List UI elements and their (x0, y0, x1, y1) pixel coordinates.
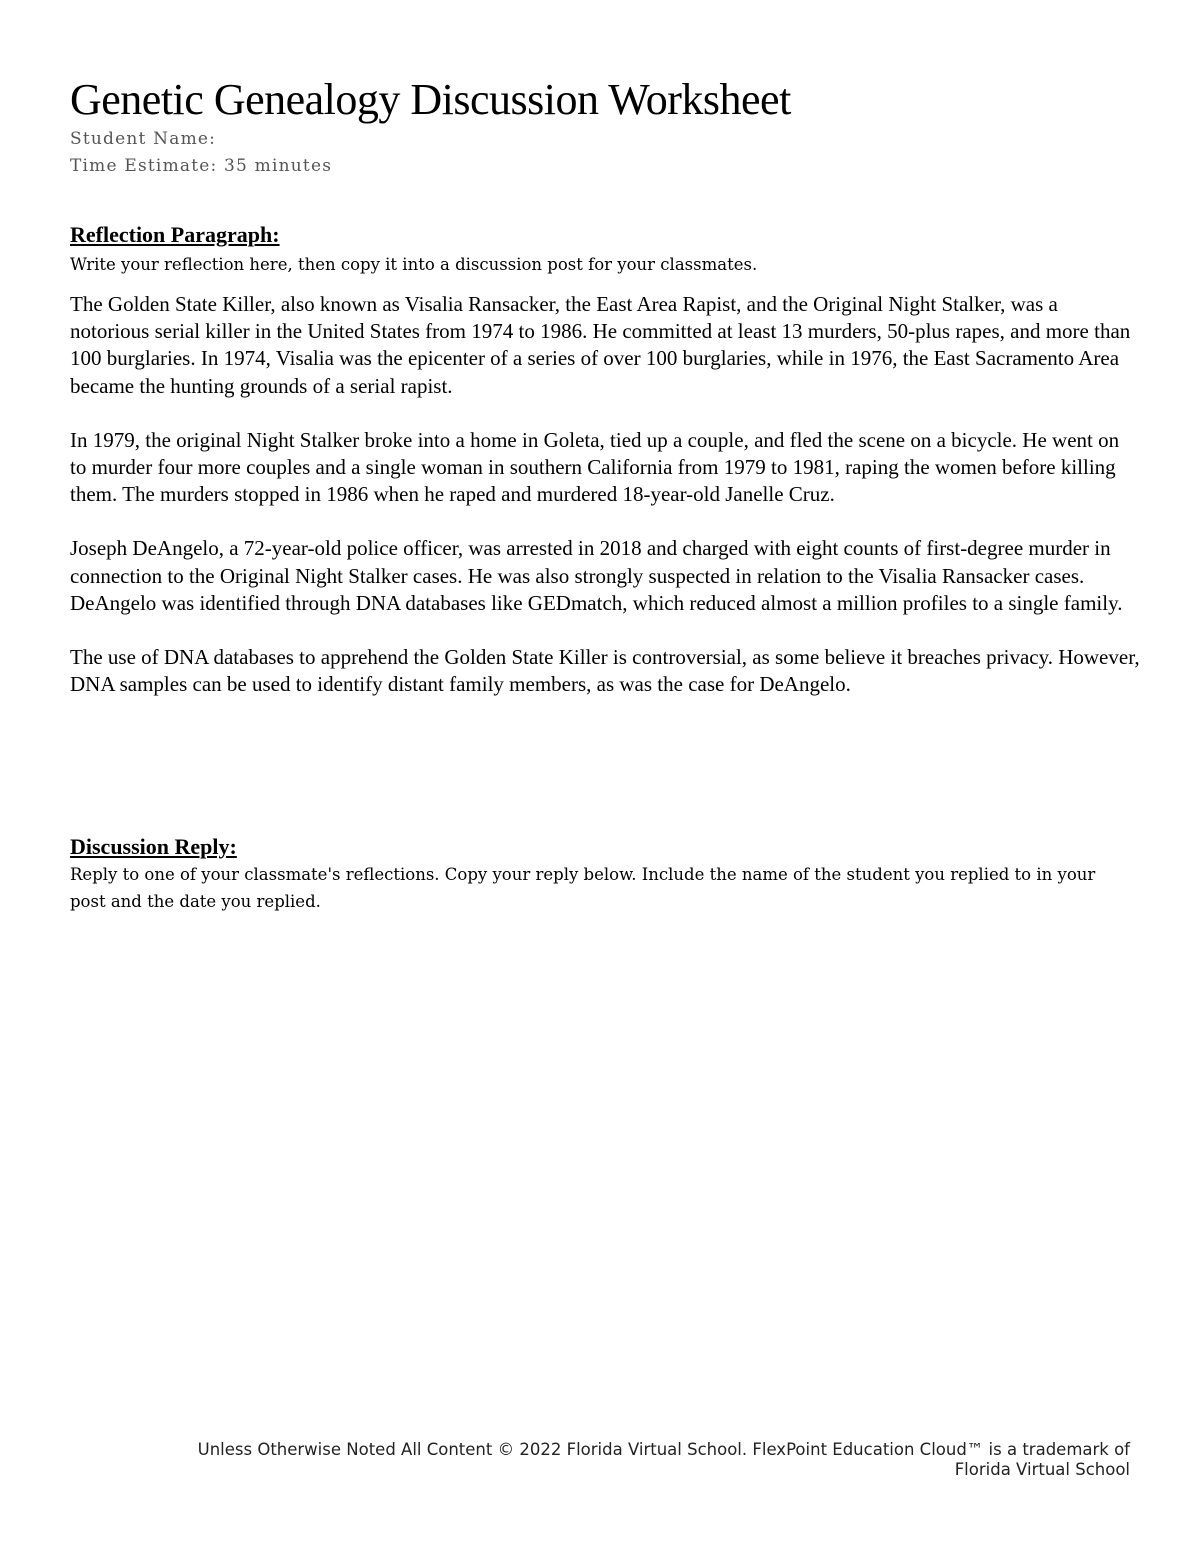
student-name-label: Student Name: (70, 129, 217, 149)
footer-line: Unless Otherwise Noted All Content © 2022 Florida Virtual School. FlexPoint Education Cloud™ is a trademark of (197, 1440, 1130, 1459)
reflection-instruction: Write your reflection here, then copy it into a discussion post for your classmates. (70, 255, 758, 274)
time-estimate: Time Estimate: 35 minutes (70, 156, 333, 176)
discussion-instruction: Reply to one of your classmate's reflections. Copy your reply below. Include the name of the student you replied to in your post and the date you replied. (70, 865, 1096, 911)
page-title: Genetic Genealogy Discussion Worksheet (70, 75, 791, 124)
reflection-paragraph: In 1979, the original Night Stalker broke into a home in Goleta, tied up a couple, and fled the scene on a bicycle. He went on to murder four more couples and a single woman in southern California from 1979 to 1981, raping the women before killing them. The murders stopped in 1986 when he raped and murdered 18-year-old Janelle Cruz. (70, 427, 1120, 507)
reflection-body (70, 291, 1140, 725)
discussion-heading: Discussion Reply: (70, 834, 237, 859)
reflection-paragraph: The use of DNA databases to apprehend the Golden State Killer is controversial, as some believe it breaches privacy. However, DNA samples can be used to identify distant family members, as was the case for DeAngelo. (70, 645, 1140, 697)
footer-line: Florida Virtual School (954, 1460, 1130, 1479)
reflection-paragraph: The Golden State Killer, also known as Visalia Ransacker, the East Area Rapist, and the Original Night Stalker, was a notorious serial killer in the United States from 1974 to 1986. He committed at least 13 murders, 50-plus rapes, and more than 100 burglaries. In 1974, Visalia was the epicenter of a series of over 100 burglaries, while in 1976, the East Sacramento Area became the hunting grounds of a serial rapist. (70, 292, 1131, 398)
reflection-paragraph: Joseph DeAngelo, a 72-year-old police officer, was arrested in 2018 and charged with eight counts of first-degree murder in connection to the Original Night Stalker cases. He was also strongly suspected in relation to the Visalia Ransacker cases. DeAngelo was identified through DNA databases like GEDmatch, which reduced almost a million profiles to a single family. (70, 536, 1123, 615)
copyright-footer (70, 1440, 1130, 1480)
reflection-heading: Reflection Paragraph: (70, 222, 280, 247)
